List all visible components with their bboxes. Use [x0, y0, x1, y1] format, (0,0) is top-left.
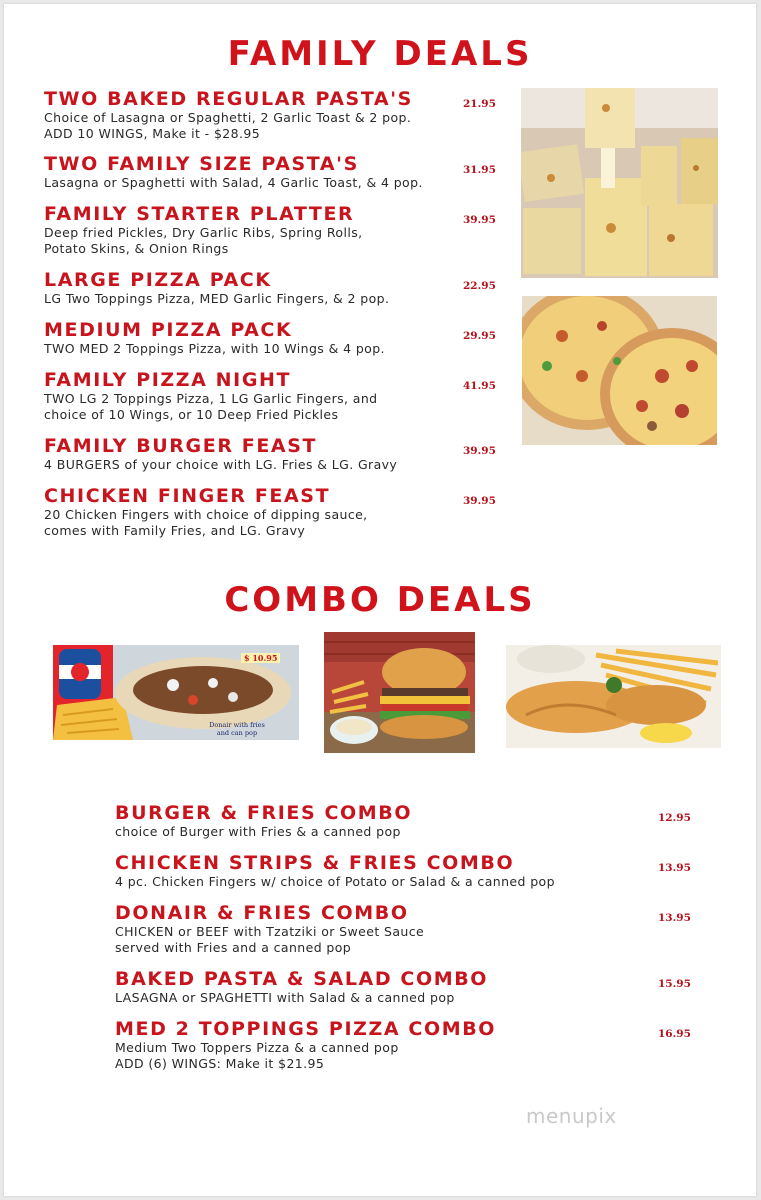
item-name: CHICKEN FINGER FEAST	[44, 485, 331, 507]
price-baked-pasta-salad: 15.95	[658, 978, 691, 990]
item-name: BURGER & FRIES COMBO	[115, 802, 413, 824]
item-description: 20 Chicken Fingers with choice of dipping sauce,	[44, 507, 368, 522]
family-deals-title: FAMILY DEALS	[227, 34, 533, 74]
price-two-baked-pasta: 21.95	[463, 98, 496, 110]
item-name: LARGE PIZZA PACK	[44, 269, 272, 291]
item-name: CHICKEN STRIPS & FRIES COMBO	[115, 852, 515, 874]
fish-and-chips-photo	[506, 645, 721, 748]
item-name: MEDIUM PIZZA PACK	[44, 319, 293, 341]
item-name: FAMILY PIZZA NIGHT	[44, 369, 292, 391]
item-description: CHICKEN or BEEF with Tzatziki or Sweet Sauce	[115, 924, 425, 939]
garlic-fingers-photo	[521, 88, 718, 278]
item-description: Medium Two Toppers Pizza & a canned pop	[115, 1040, 399, 1055]
item-description-line2: comes with Family Fries, and LG. Gravy	[44, 523, 306, 538]
item-description-line2: ADD (6) WINGS: Make it $21.95	[115, 1056, 325, 1071]
price-burger-feast: 39.95	[463, 445, 496, 457]
combo-item-donair-fries	[115, 902, 424, 956]
donair-price-tag: $ 10.95	[241, 653, 280, 663]
family-item-large-pizza-pack	[44, 269, 389, 307]
item-description: Choice of Lasagna or Spaghetti, 2 Garlic Toast & 2 pop.	[44, 110, 412, 125]
item-name: FAMILY STARTER PLATTER	[44, 203, 355, 225]
item-description: LASAGNA or SPAGHETTI with Salad & a canned pop	[115, 990, 455, 1005]
item-description-line2: Potato Skins, & Onion Rings	[44, 241, 229, 256]
menu-page	[4, 4, 756, 1196]
price-chicken-finger-feast: 39.95	[463, 495, 496, 507]
item-name: BAKED PASTA & SALAD COMBO	[115, 968, 489, 990]
family-item-medium-pizza-pack	[44, 319, 385, 357]
combo-item-burger-fries	[115, 802, 412, 840]
price-two-family-pasta: 31.95	[463, 164, 496, 176]
family-item-two-baked-pasta	[44, 88, 413, 142]
item-description: choice of Burger with Fries & a canned pop	[115, 824, 401, 839]
item-name: TWO FAMILY SIZE PASTA'S	[44, 153, 359, 175]
item-name: DONAIR & FRIES COMBO	[115, 902, 409, 924]
price-large-pizza-pack: 22.95	[463, 280, 496, 292]
watermark-logo: menupix	[526, 1104, 617, 1128]
donair-caption-line2: and can pop	[216, 729, 258, 737]
item-description: Deep fried Pickles, Dry Garlic Ribs, Spring Rolls,	[44, 225, 363, 240]
price-medium-pizza-pack: 29.95	[463, 330, 496, 342]
item-description: Lasagna or Spaghetti with Salad, 4 Garlic Toast, & 4 pop.	[44, 175, 423, 190]
price-med-pizza: 16.95	[658, 1028, 691, 1040]
family-item-burger-feast	[44, 435, 397, 473]
price-pizza-night: 41.95	[463, 380, 496, 392]
price-burger-fries: 12.95	[658, 812, 691, 824]
item-description: 4 pc. Chicken Fingers w/ choice of Potato or Salad & a canned pop	[115, 874, 555, 889]
donair-caption	[207, 721, 267, 737]
item-name: FAMILY BURGER FEAST	[44, 435, 318, 457]
combo-deals-title: COMBO DEALS	[224, 580, 536, 620]
family-item-two-family-pasta	[44, 153, 423, 191]
burger-photo	[324, 632, 475, 753]
item-description: 4 BURGERS of your choice with LG. Fries & LG. Gravy	[44, 457, 398, 472]
item-description-line2: served with Fries and a canned pop	[115, 940, 352, 955]
item-description: TWO LG 2 Toppings Pizza, 1 LG Garlic Fingers, and	[44, 391, 378, 406]
item-description-line2: choice of 10 Wings, or 10 Deep Fried Pickles	[44, 407, 339, 422]
item-description-line2: ADD 10 WINGS, Make it - $28.95	[44, 126, 261, 141]
price-chicken-strips: 13.95	[658, 862, 691, 874]
item-description: TWO MED 2 Toppings Pizza, with 10 Wings & 4 pop.	[44, 341, 385, 356]
family-item-chicken-finger-feast	[44, 485, 368, 539]
item-name: MED 2 TOPPINGS PIZZA COMBO	[115, 1018, 497, 1040]
donair-photo	[53, 645, 299, 740]
item-name: TWO BAKED REGULAR PASTA'S	[44, 88, 413, 110]
family-item-pizza-night	[44, 369, 378, 423]
donair-caption-line1: Donair with fries	[209, 721, 265, 729]
pizza-photo	[522, 296, 717, 445]
family-item-starter-platter	[44, 203, 362, 257]
item-description: LG Two Toppings Pizza, MED Garlic Fingers, & 2 pop.	[44, 291, 390, 306]
price-starter-platter: 39.95	[463, 214, 496, 226]
combo-item-med-pizza	[115, 1018, 496, 1072]
combo-item-baked-pasta-salad	[115, 968, 488, 1006]
combo-item-chicken-strips	[115, 852, 555, 890]
price-donair-fries: 13.95	[658, 912, 691, 924]
